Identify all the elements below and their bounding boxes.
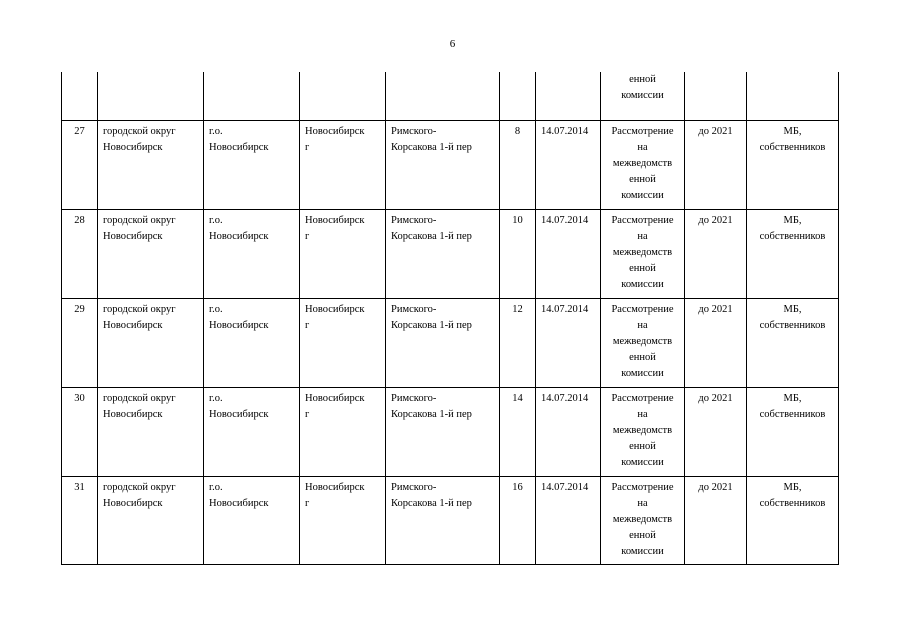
fund-line: МБ, — [783, 393, 802, 404]
street-line: Римского- — [391, 215, 437, 226]
cell-fund — [747, 477, 839, 565]
status-line: Рассмотрение — [611, 215, 674, 226]
status-line: на — [637, 498, 648, 509]
cell-status — [601, 121, 685, 210]
settlement-line: г — [305, 498, 310, 509]
fund-line: МБ, — [783, 482, 802, 493]
status-line: межведомств — [612, 158, 673, 169]
cell-settlement — [300, 477, 386, 565]
status-line: енной — [629, 263, 656, 274]
municipality-line: г.о. — [209, 393, 223, 404]
municipality-line: Новосибирск — [209, 142, 269, 153]
status-line: на — [637, 409, 648, 420]
cell-municipality — [204, 210, 300, 299]
street-line: Корсакова 1-й пер — [391, 409, 472, 420]
street-line: Корсакова 1-й пер — [391, 320, 472, 331]
cell-term: до 2021 — [685, 299, 747, 388]
cell-municipality — [204, 388, 300, 477]
status-line: енной — [629, 352, 656, 363]
status-line: на — [637, 231, 648, 242]
district-line: городской округ — [103, 126, 176, 137]
cell-settlement — [300, 72, 386, 121]
table-row — [62, 388, 839, 477]
fund-line: МБ, — [783, 215, 802, 226]
status-line: межведомств — [612, 336, 673, 347]
cell-num: 29 — [62, 299, 98, 388]
status-line: на — [637, 142, 648, 153]
status-line: енной — [629, 174, 656, 185]
table-row — [62, 299, 839, 388]
fund-line: собственников — [759, 498, 826, 509]
status-line: Рассмотрение — [611, 482, 674, 493]
status-line: комиссии — [621, 90, 664, 101]
cell-date: 14.07.2014 — [536, 477, 601, 565]
cell-num: 31 — [62, 477, 98, 565]
street-line: Римского- — [391, 304, 437, 315]
status-line: комиссии — [621, 457, 664, 468]
cell-status — [601, 477, 685, 565]
table-body — [62, 72, 839, 565]
cell-term — [685, 72, 747, 121]
page-number: 6 — [449, 38, 456, 50]
municipality-line: Новосибирск — [209, 409, 269, 420]
district-line: Новосибирск — [103, 320, 163, 331]
cell-term: до 2021 — [685, 121, 747, 210]
cell-street — [386, 477, 500, 565]
cell-status — [601, 388, 685, 477]
cell-term: до 2021 — [685, 477, 747, 565]
municipality-line: Новосибирск — [209, 231, 269, 242]
cell-municipality — [204, 72, 300, 121]
status-line: Рассмотрение — [611, 304, 674, 315]
municipality-line: г.о. — [209, 126, 223, 137]
cell-house — [500, 72, 536, 121]
municipality-line: г.о. — [209, 482, 223, 493]
status-line: Рассмотрение — [611, 126, 674, 137]
cell-fund — [747, 388, 839, 477]
settlement-line: Новосибирск — [305, 215, 365, 226]
municipality-line: Новосибирск — [209, 498, 269, 509]
cell-fund — [747, 299, 839, 388]
status-line: комиссии — [621, 368, 664, 379]
street-line: Римского- — [391, 393, 437, 404]
status-line: комиссии — [621, 190, 664, 201]
street-line: Римского- — [391, 126, 437, 137]
district-line: Новосибирск — [103, 409, 163, 420]
cell-num: 28 — [62, 210, 98, 299]
cell-date — [536, 72, 601, 121]
status-line: енной — [629, 530, 656, 541]
street-line: Корсакова 1-й пер — [391, 498, 472, 509]
cell-num: 27 — [62, 121, 98, 210]
status-line: енной — [629, 74, 656, 85]
cell-num — [62, 72, 98, 121]
settlement-line: Новосибирск — [305, 304, 365, 315]
settlement-line: г — [305, 409, 310, 420]
cell-date: 14.07.2014 — [536, 388, 601, 477]
cell-district — [98, 210, 204, 299]
district-line: городской округ — [103, 393, 176, 404]
fund-line: собственников — [759, 142, 826, 153]
fund-line: собственников — [759, 409, 826, 420]
municipality-line: Новосибирск — [209, 320, 269, 331]
settlement-line: Новосибирск — [305, 482, 365, 493]
settlement-line: г — [305, 142, 310, 153]
fund-line: собственников — [759, 320, 826, 331]
fund-line: МБ, — [783, 304, 802, 315]
fund-line: собственников — [759, 231, 826, 242]
street-line: Римского- — [391, 482, 437, 493]
district-line: городской округ — [103, 215, 176, 226]
cell-house: 16 — [500, 477, 536, 565]
cell-num: 30 — [62, 388, 98, 477]
status-line: комиссии — [621, 546, 664, 557]
cell-date: 14.07.2014 — [536, 210, 601, 299]
cell-settlement — [300, 121, 386, 210]
cell-settlement — [300, 210, 386, 299]
cell-street — [386, 388, 500, 477]
cell-status — [601, 299, 685, 388]
cell-house: 12 — [500, 299, 536, 388]
district-line: городской округ — [103, 304, 176, 315]
cell-fund — [747, 121, 839, 210]
cell-street — [386, 121, 500, 210]
cell-district — [98, 477, 204, 565]
cell-house: 14 — [500, 388, 536, 477]
cell-fund — [747, 210, 839, 299]
cell-house: 10 — [500, 210, 536, 299]
street-line: Корсакова 1-й пер — [391, 142, 472, 153]
registry-table — [61, 72, 839, 565]
cell-status — [601, 210, 685, 299]
table-row — [62, 477, 839, 565]
cell-municipality — [204, 477, 300, 565]
municipality-line: г.о. — [209, 215, 223, 226]
cell-status — [601, 72, 685, 121]
cell-settlement — [300, 299, 386, 388]
cell-district — [98, 72, 204, 121]
settlement-line: Новосибирск — [305, 126, 365, 137]
status-line: межведомств — [612, 514, 673, 525]
cell-street — [386, 210, 500, 299]
cell-term: до 2021 — [685, 210, 747, 299]
fund-line: МБ, — [783, 126, 802, 137]
status-line: на — [637, 320, 648, 331]
district-line: Новосибирск — [103, 142, 163, 153]
status-line: Рассмотрение — [611, 393, 674, 404]
cell-date: 14.07.2014 — [536, 121, 601, 210]
cell-municipality — [204, 299, 300, 388]
district-line: Новосибирск — [103, 498, 163, 509]
table-row — [62, 210, 839, 299]
cell-house: 8 — [500, 121, 536, 210]
cell-fund — [747, 72, 839, 121]
settlement-line: Новосибирск — [305, 393, 365, 404]
cell-district — [98, 299, 204, 388]
status-line: енной — [629, 441, 656, 452]
municipality-line: г.о. — [209, 304, 223, 315]
cell-street — [386, 72, 500, 121]
cell-term: до 2021 — [685, 388, 747, 477]
street-line: Корсакова 1-й пер — [391, 231, 472, 242]
table-row — [62, 121, 839, 210]
cell-date: 14.07.2014 — [536, 299, 601, 388]
status-line: комиссии — [621, 279, 664, 290]
district-line: городской округ — [103, 482, 176, 493]
cell-settlement — [300, 388, 386, 477]
cell-municipality — [204, 121, 300, 210]
status-line: межведомств — [612, 247, 673, 258]
cell-district — [98, 121, 204, 210]
status-line: межведомств — [612, 425, 673, 436]
cell-district — [98, 388, 204, 477]
district-line: Новосибирск — [103, 231, 163, 242]
settlement-line: г — [305, 231, 310, 242]
settlement-line: г — [305, 320, 310, 331]
continuation-row — [62, 72, 839, 121]
cell-street — [386, 299, 500, 388]
